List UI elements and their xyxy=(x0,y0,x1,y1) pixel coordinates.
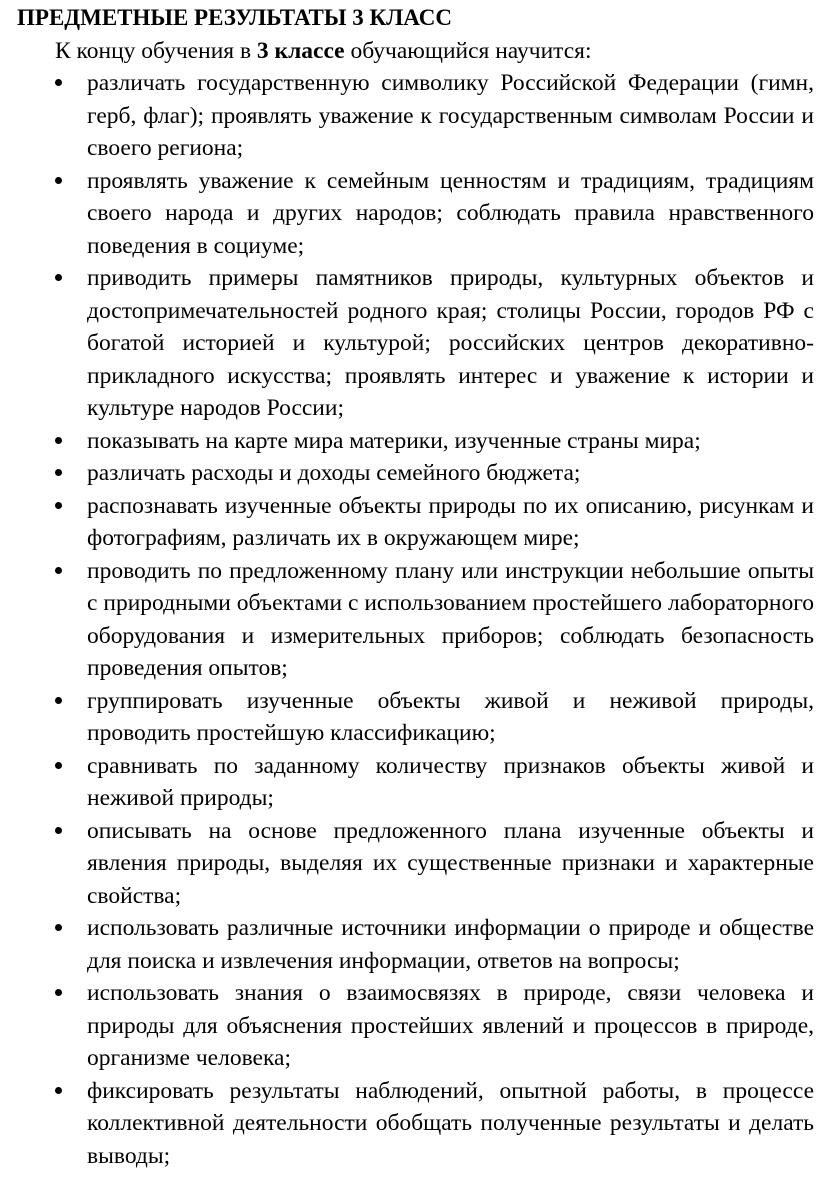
list-item xyxy=(17,67,814,165)
list-item xyxy=(17,457,814,490)
bullet-icon xyxy=(55,924,62,931)
bullet-icon xyxy=(55,697,62,704)
bullet-icon xyxy=(55,989,62,996)
list-item xyxy=(17,1075,814,1173)
list-item xyxy=(17,425,814,458)
bullet-icon xyxy=(55,502,62,509)
bullet-icon xyxy=(55,79,62,86)
list-item-text: использовать знания о взаимосвязях в природе, связи человека и природы для объяснения простейших явлений и процессов в природе, организме человека; xyxy=(87,980,814,1071)
intro-text-bold: 3 классе xyxy=(256,38,345,64)
list-item-text: приводить примеры памятников природы, культурных объектов и достопримечательностей родного края; столицы России, городов РФ с богатой историей и культурой; российских центров декоративно-прикладного искусства; проявлять интерес и уважение к истории и культуре народов России; xyxy=(87,265,814,421)
intro-text-after: обучающийся научится: xyxy=(344,38,592,64)
list-item-text: проводить по предложенному плану или инструкции небольшие опыты с природными объектами с использованием простейшего лабораторного оборудования и измерительных приборов; соблюдать безопасность проведения опытов; xyxy=(87,557,814,681)
list-item-text: различать государственную символику Российской Федерации (гимн, герб, флаг); проявлять уважение к государственным символам России и своего региона; xyxy=(87,70,814,161)
list-item-text: описывать на основе предложенного плана изученные объекты и явления природы, выделяя их существенные признаки и характерные свойства; xyxy=(87,817,814,909)
bullet-icon xyxy=(55,274,62,281)
document-page xyxy=(17,0,814,1172)
list-item xyxy=(17,750,814,815)
intro-paragraph xyxy=(55,35,814,67)
list-item-text: различать расходы и доходы семейного бюджета; xyxy=(87,460,581,486)
list-item xyxy=(17,977,814,1075)
list-item-text: проявлять уважение к семейным ценностям и традициям, традициям своего народа и других народов; соблюдать правила нравственного поведения в социуме; xyxy=(87,167,814,259)
bullet-icon xyxy=(55,1087,62,1094)
list-item xyxy=(17,262,814,425)
page-title: ПРЕДМЕТНЫЕ РЕЗУЛЬТАТЫ 3 КЛАСС xyxy=(17,5,452,30)
bullet-icon xyxy=(55,567,62,574)
list-item xyxy=(17,815,814,913)
bullet-icon xyxy=(55,827,62,834)
bullet-icon xyxy=(55,762,62,769)
list-item xyxy=(17,165,814,263)
list-item-text: группировать изученные объекты живой и неживой природы, проводить простейшую классификацию; xyxy=(87,687,814,746)
list-item-text: сравнивать по заданному количеству признаков объекты живой и неживой природы; xyxy=(87,752,814,811)
list-item xyxy=(17,685,814,750)
list-item xyxy=(17,555,814,685)
list-item-text: использовать различные источники информации о природе и обществе для поиска и извлечения информации, ответов на вопросы; xyxy=(87,915,814,974)
list-item-text: распознавать изученные объекты природы по их описанию, рисункам и фотографиям, различать их в окружающем мире; xyxy=(87,492,814,551)
bullet-icon xyxy=(55,437,62,444)
list-item-text: показывать на карте мира материки, изученные страны мира; xyxy=(87,427,701,454)
bullet-icon xyxy=(55,177,62,184)
intro-text-before: К концу обучения в xyxy=(55,38,257,64)
list-item-text: фиксировать результаты наблюдений, опытной работы, в процессе коллективной деятельности обобщать полученные результаты и делать выводы; xyxy=(87,1077,814,1169)
results-list xyxy=(17,67,814,1172)
list-item xyxy=(17,912,814,977)
list-item xyxy=(17,490,814,555)
bullet-icon xyxy=(55,469,62,476)
